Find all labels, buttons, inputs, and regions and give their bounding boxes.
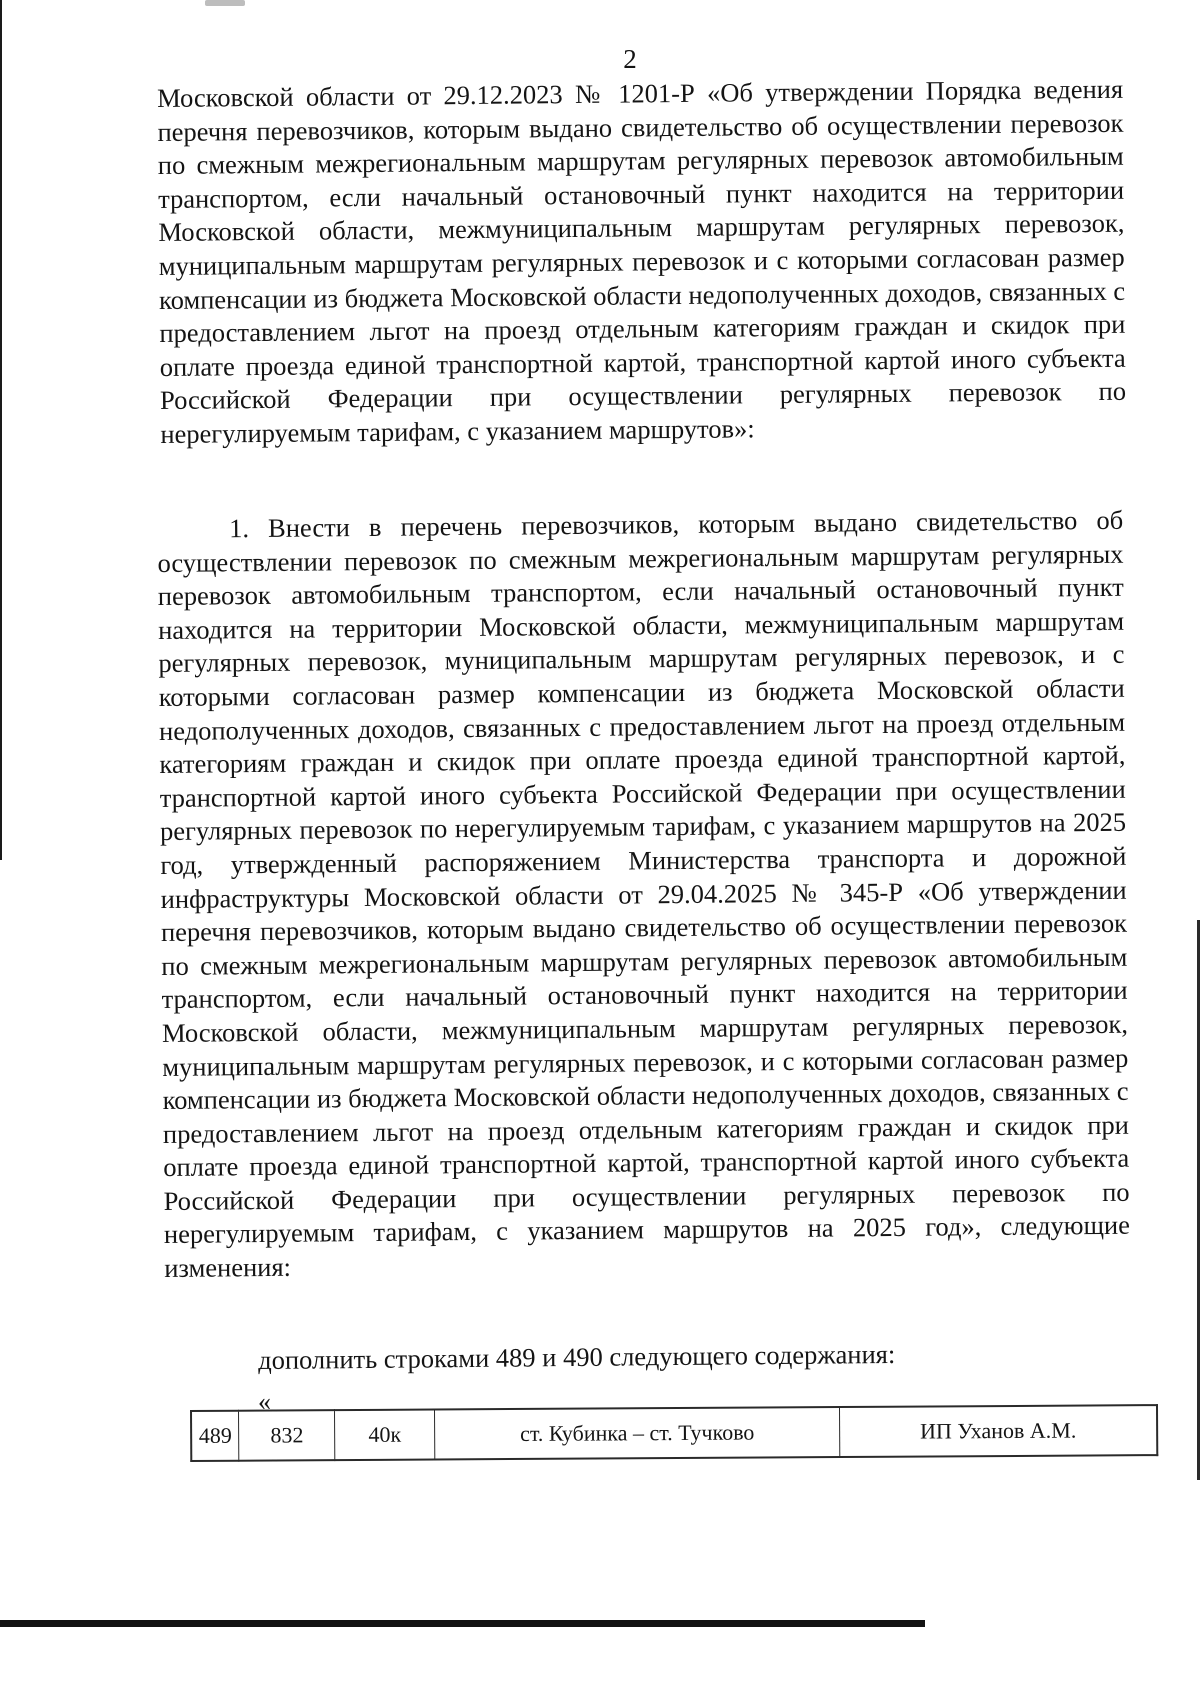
- opening-quote: «: [258, 1387, 271, 1416]
- table-row: [191, 1405, 1157, 1461]
- amendment-paragraph: 1. Внести в перечень перевозчиков, которым выдано свидетельство об осуществлении перевозок по смежным межрегиональным маршрутам регулярных перевозок автомобильным транспортом, если начальный остановочный пункт находится на территории Московской области, межмуниципальным маршрутам регулярных перевозок, муниципальным маршрутам регулярных перевозок, и с которыми согласован размер компенсации из бюджета Московской области недополученных доходов, связанных с предоставлением льгот на проезд отдельным категориям граждан и скидок при оплате проезда единой транспортной картой, транспортной картой иного субъекта Российской Федерации при осуществлении регулярных перевозок по нерегулируемым тарифам, с указанием маршрутов на 2025 год, утвержденный распоряжением Министерства транспорта и дорожной инфраструктуры Московской области от 29.04.2025 № 345-Р «Об утверждении перечня перевозчиков, которым выдано свидетельство об осуществлении перевозок по смежным межрегиональным маршрутам регулярных перевозок автомобильным транспортом, если начальный остановочный пункт находится на территории Московской области, межмуниципальным маршрутам регулярных перевозок, муниципальным маршрутам регулярных перевозок, и с которыми согласован размер компенсации из бюджета Московской области недополученных доходов, связанных с предоставлением льгот на проезд отдельным категориям граждан и скидок при оплате проезда единой транспортной картой, транспортной картой иного субъекта Российской Федерации при осуществлении регулярных перевозок по нерегулируемым тарифам, с указанием маршрутов на 2025 год», следующие изменения:: [157, 504, 1131, 1284]
- row-number-cell: 489: [191, 1411, 239, 1461]
- scan-edge-bottom: [0, 1620, 925, 1627]
- addition-instruction: дополнить строками 489 и 490 следующего содержания:: [258, 1338, 896, 1375]
- intro-paragraph: Московской области от 29.12.2023 № 1201-Р «Об утверждении Порядка ведения перечня перевозчиков, которым выдано свидетельство об осуществлении перевозок по смежным межрегиональным маршрутам регулярных перевозок автомобильным транспортом, если начальный остановочный пункт находится на территории Московской области, межмуниципальным маршрутам регулярных перевозок, муниципальным маршрутам регулярных перевозок и с которыми согласован размер компенсации из бюджета Московской области недополученных доходов, связанных с предоставлением льгот на проезд отдельным категориям граждан и скидок при оплате проезда единой транспортной картой, транспортной картой иного субъекта Российской Федерации при осуществлении регулярных перевозок по нерегулируемым тарифам, с указанием маршрутов»:: [157, 73, 1127, 449]
- route-name-cell: ст. Кубинка – ст. Тучково: [435, 1407, 840, 1459]
- page-number: 2: [623, 44, 637, 74]
- route-number-cell: 40к: [335, 1410, 435, 1461]
- scan-edge-left: [0, 0, 2, 860]
- carrier-cell: ИП Уханов А.М.: [840, 1405, 1158, 1457]
- scan-artifact: [205, 0, 245, 6]
- registry-number-cell: 832: [239, 1410, 335, 1461]
- routes-table: [190, 1404, 1158, 1462]
